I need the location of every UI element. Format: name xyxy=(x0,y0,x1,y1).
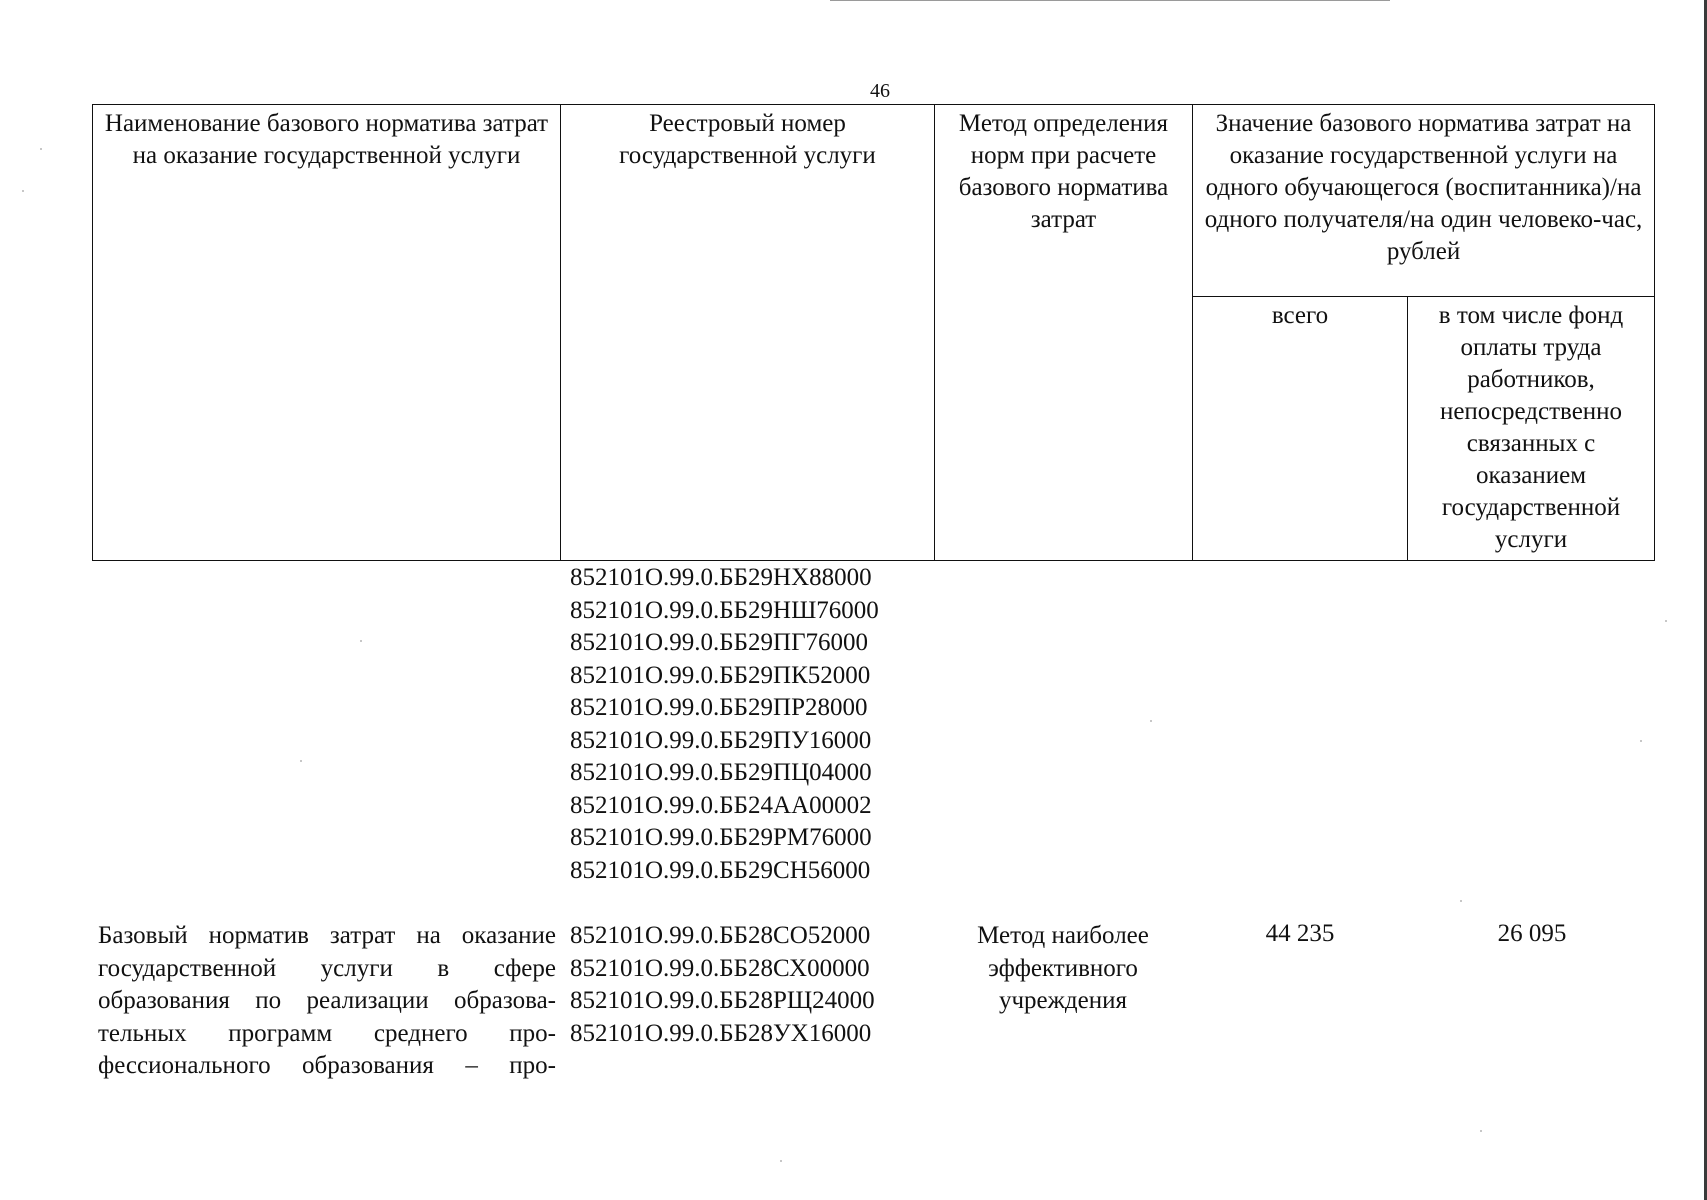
row-name-line: тельных программ среднего про- xyxy=(98,1019,556,1047)
registry-code: 852101О.99.0.ББ29ПГ76000 xyxy=(570,629,869,656)
row-method xyxy=(938,920,1188,1018)
row-name-line: государственной услуги в сфере xyxy=(98,954,556,982)
row-method-line: эффективного xyxy=(988,954,1138,982)
scan-speck xyxy=(1460,900,1462,902)
registry-code: 852101О.99.0.ББ28СО52000 xyxy=(570,922,871,949)
header-name: Наименование базового норматива затрат на оказание государственной услуги xyxy=(93,105,561,561)
scan-speck xyxy=(780,1160,782,1162)
scan-speck xyxy=(1480,1130,1482,1132)
registry-code: 852101О.99.0.ББ29НХ88000 xyxy=(570,564,872,591)
scan-speck xyxy=(300,760,302,762)
row-payroll-value: 26 095 xyxy=(1497,920,1567,947)
row-registry-codes xyxy=(570,920,875,1050)
scan-speck xyxy=(1640,740,1642,742)
scan-speck xyxy=(1665,620,1667,622)
header-method: Метод определения норм при расчете базового норматива затрат xyxy=(935,105,1193,561)
row-name-line: фессионального образования – про- xyxy=(98,1052,556,1079)
registry-code: 852101О.99.0.ББ29НШ76000 xyxy=(570,596,879,624)
scan-top-rule xyxy=(830,0,1390,1)
row-name-line: Базовый норматив затрат на оказание xyxy=(98,922,556,949)
registry-code: 852101О.99.0.ББ28СХ00000 xyxy=(570,954,870,982)
registry-code: 852101О.99.0.ББ24АА00002 xyxy=(570,791,872,819)
registry-code: 852101О.99.0.ББ28УХ16000 xyxy=(570,1019,872,1047)
row-service-name xyxy=(98,920,556,1083)
scan-speck xyxy=(1150,720,1152,722)
table-header xyxy=(92,104,1655,561)
header-registry-number: Реестровый номер государственной услуги xyxy=(561,105,935,561)
row-method-line: учреждения xyxy=(998,987,1127,1014)
registry-code: 852101О.99.0.ББ29ПР28000 xyxy=(570,694,868,721)
scan-speck xyxy=(40,148,42,150)
registry-code: 852101О.99.0.ББ28РЩ24000 xyxy=(570,987,875,1014)
header-payroll: в том числе фонд оплаты труда работников, непосредственно связанных с оказанием государственной услуги xyxy=(1408,297,1655,561)
scan-speck xyxy=(22,190,24,192)
header-value-group: Значение базового норматива затрат на оказание государственной услуги на одного обучающегося (воспитанника)/на одного получателя/на один человеко-час, рублей xyxy=(1193,105,1655,297)
row-total-value: 44 235 xyxy=(1265,920,1335,947)
registry-code: 852101О.99.0.ББ29ПК52000 xyxy=(570,661,871,689)
row-method-line: Метод наиболее xyxy=(977,922,1149,949)
scan-speck xyxy=(360,640,362,642)
page-number: 46 xyxy=(870,80,890,102)
registry-code: 852101О.99.0.ББ29СН56000 xyxy=(570,856,871,884)
row-name-line: образования по реализации образова- xyxy=(98,987,556,1014)
registry-code: 852101О.99.0.ББ29ПУ16000 xyxy=(570,726,872,754)
continued-registry-codes xyxy=(570,562,879,887)
header-total: всего xyxy=(1193,297,1408,561)
registry-code: 852101О.99.0.ББ29ПЦ04000 xyxy=(570,759,872,786)
registry-code: 852101О.99.0.ББ29РМ76000 xyxy=(570,824,872,851)
